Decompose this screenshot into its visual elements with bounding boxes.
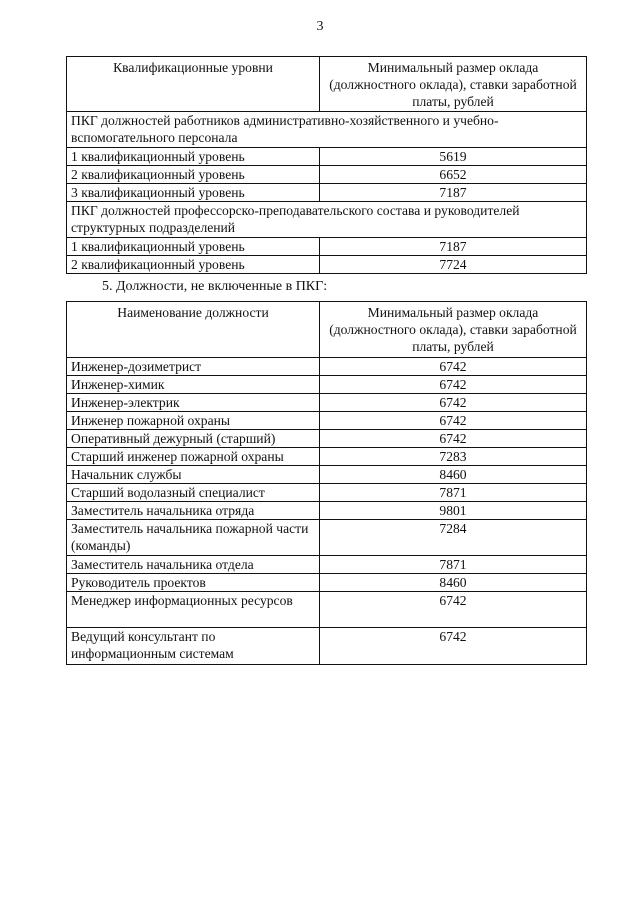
section-title: 5. Должности, не включенные в ПКГ: xyxy=(102,279,328,294)
table-row xyxy=(67,574,587,592)
table-row xyxy=(67,412,587,430)
salary-cell: 7283 xyxy=(320,448,587,466)
group-row-admin-staff xyxy=(67,112,587,148)
group-title: ПКГ должностей профессорско-преподавательского состава и руководителей структурных подразделений xyxy=(67,202,587,238)
position-cell: Заместитель начальника отдела xyxy=(67,556,320,574)
table-row xyxy=(67,166,587,184)
table-row xyxy=(67,256,587,274)
position-cell: Оперативный дежурный (старший) xyxy=(67,430,320,448)
position-cell: Начальник службы xyxy=(67,466,320,484)
salary-cell: 9801 xyxy=(320,502,587,520)
salary-cell: 7871 xyxy=(320,556,587,574)
positions-table xyxy=(66,301,587,665)
position-cell: Старший водолазный специалист xyxy=(67,484,320,502)
salary-cell: 6742 xyxy=(320,358,587,376)
table-row xyxy=(67,238,587,256)
salary-cell: 6742 xyxy=(320,376,587,394)
level-cell: 1 квалификационный уровень xyxy=(67,148,320,166)
salary-cell: 7187 xyxy=(320,238,587,256)
position-cell: Заместитель начальника отряда xyxy=(67,502,320,520)
salary-cell: 7871 xyxy=(320,484,587,502)
level-cell: 3 квалификационный уровень xyxy=(67,184,320,202)
table-row xyxy=(67,484,587,502)
salary-cell: 7724 xyxy=(320,256,587,274)
table-row xyxy=(67,628,587,665)
salary-cell: 8460 xyxy=(320,574,587,592)
salary-cell: 6742 xyxy=(320,592,587,628)
table-row xyxy=(67,448,587,466)
position-cell: Менеджер информационных ресурсов xyxy=(67,592,320,628)
level-cell: 2 квалификационный уровень xyxy=(67,256,320,274)
page-number: 3 xyxy=(316,19,324,34)
table-row xyxy=(67,466,587,484)
table-row xyxy=(67,358,587,376)
position-cell: Заместитель начальника пожарной части (команды) xyxy=(67,520,320,556)
table-header-row xyxy=(67,57,587,112)
position-cell: Старший инженер пожарной охраны xyxy=(67,448,320,466)
header-minimum-salary: Минимальный размер оклада (должностного оклада), ставки заработной платы, рублей xyxy=(320,302,587,358)
group-title: ПКГ должностей работников административно-хозяйственного и учебно-вспомогательного персонала xyxy=(67,112,587,148)
header-qualification-levels: Квалификационные уровни xyxy=(67,57,320,112)
salary-cell: 6742 xyxy=(320,394,587,412)
table-row xyxy=(67,502,587,520)
salary-cell: 6742 xyxy=(320,430,587,448)
position-cell: Инженер пожарной охраны xyxy=(67,412,320,430)
salary-cell: 7284 xyxy=(320,520,587,556)
table-row xyxy=(67,520,587,556)
salary-cell: 6742 xyxy=(320,412,587,430)
position-cell: Ведущий консультант по информационным системам xyxy=(67,628,320,665)
table-row xyxy=(67,556,587,574)
salary-cell: 5619 xyxy=(320,148,587,166)
level-cell: 1 квалификационный уровень xyxy=(67,238,320,256)
table-header-row xyxy=(67,302,587,358)
position-cell: Инженер-электрик xyxy=(67,394,320,412)
salary-cell: 7187 xyxy=(320,184,587,202)
group-row-teaching-staff xyxy=(67,202,587,238)
table-row xyxy=(67,592,587,628)
table-row xyxy=(67,376,587,394)
salary-cell: 6742 xyxy=(320,628,587,665)
level-cell: 2 квалификационный уровень xyxy=(67,166,320,184)
salary-cell: 6652 xyxy=(320,166,587,184)
salary-cell: 8460 xyxy=(320,466,587,484)
position-cell: Руководитель проектов xyxy=(67,574,320,592)
table-row xyxy=(67,184,587,202)
table-row xyxy=(67,394,587,412)
qualification-levels-table xyxy=(66,56,587,274)
header-minimum-salary: Минимальный размер оклада (должностного оклада), ставки заработной платы, рублей xyxy=(320,57,587,112)
header-position-name: Наименование должности xyxy=(67,302,320,358)
table-row xyxy=(67,430,587,448)
table-row xyxy=(67,148,587,166)
position-cell: Инженер-химик xyxy=(67,376,320,394)
position-cell: Инженер-дозиметрист xyxy=(67,358,320,376)
